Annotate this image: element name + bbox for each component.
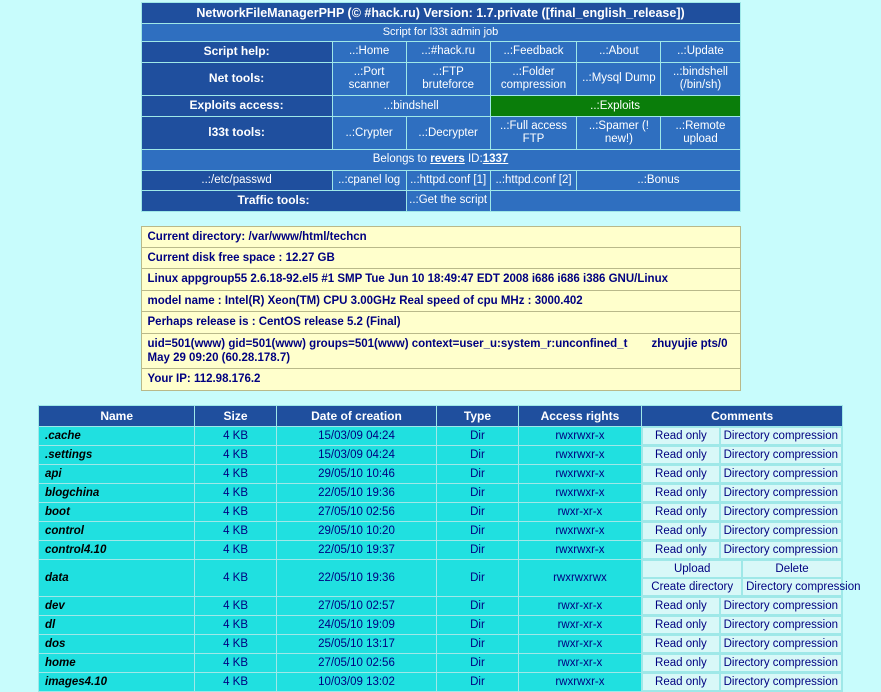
file-date: 27/05/10 02:57 [276,596,437,615]
file-date: 15/03/09 04:24 [276,426,437,445]
file-name[interactable]: .cache [39,426,195,445]
table-row [39,615,843,634]
file-date: 27/05/10 02:56 [276,502,437,521]
file-name[interactable]: images4.10 [39,672,195,691]
column-header-comments: Comments [642,405,843,426]
file-size: 4 KB [195,596,276,615]
menu-item-home[interactable]: ..:Home [332,42,406,63]
row-label-script-help: Script help: [141,42,332,63]
info-row-kernel [141,269,740,290]
file-action-group [642,484,842,502]
menu-row-l33t-tools [141,117,740,150]
file-type: Dir [437,653,518,672]
belongs-user: revers [430,153,465,166]
table-row [39,559,843,596]
file-rights: rwxrwxr-x [518,445,642,464]
file-size: 4 KB [195,559,276,596]
os-release [141,312,740,333]
menu-item-spamer[interactable]: ..:Spamer (! new!) [577,117,661,150]
file-date: 29/05/10 10:46 [276,464,437,483]
menu-item-httpd-conf-2[interactable]: ..:httpd.conf [2] [490,170,577,190]
table-row [39,502,843,521]
row-label-traffic-tools: Traffic tools: [141,190,406,211]
server-info-table [141,226,741,391]
menu-item-get-the-script[interactable]: ..:Get the script [406,190,490,211]
menu-row-passwd [141,170,740,190]
action-read-only[interactable]: Read only [642,541,719,559]
file-date: 22/05/10 19:36 [276,483,437,502]
file-rights: rwxrwxrwx [518,559,642,596]
menu-item-update[interactable]: ..:Update [661,42,740,63]
file-size: 4 KB [195,521,276,540]
file-type: Dir [437,672,518,691]
action-directory-compression[interactable]: Directory compression [720,484,842,502]
menu-item-decrypter[interactable]: ..:Decrypter [406,117,490,150]
menu-item-bindshell[interactable]: ..:bindshell [332,96,490,117]
file-action-group [642,673,842,691]
table-row [39,540,843,559]
file-type: Dir [437,615,518,634]
file-name[interactable]: data [39,559,195,596]
action-read-only[interactable]: Read only [642,484,719,502]
action-directory-compression[interactable]: Directory compression [720,446,842,464]
file-rights: rwxr-xr-x [518,502,642,521]
column-header-rights[interactable]: Access rights [518,405,642,426]
file-name[interactable]: dev [39,596,195,615]
your-ip-label: Your IP: [147,373,194,386]
file-rights: rwxr-xr-x [518,634,642,653]
os-release-label: Perhaps release is : [147,316,259,329]
menu-item-folder-compression[interactable]: ..:Folder compression [490,62,577,95]
file-size: 4 KB [195,445,276,464]
file-rights: rwxrwxr-x [518,483,642,502]
table-row [39,596,843,615]
info-row-current-directory [141,226,740,247]
menu-item-feedback[interactable]: ..:Feedback [490,42,577,63]
file-action-group [642,560,861,596]
top-menu-panel [141,0,741,212]
action-read-only[interactable]: Read only [642,673,719,691]
file-rights: rwxrwxr-x [518,521,642,540]
file-type: Dir [437,634,518,653]
your-ip [141,369,740,390]
file-size: 4 KB [195,653,276,672]
action-directory-compression[interactable]: Directory compression [720,427,842,445]
menu-row-net-tools [141,62,740,95]
file-date: 25/05/10 13:17 [276,634,437,653]
file-name[interactable]: boot [39,502,195,521]
menu-item-port-scanner[interactable]: ..:Port scanner [332,62,406,95]
file-action-group [642,503,842,521]
file-date: 29/05/10 10:20 [276,521,437,540]
file-size: 4 KB [195,502,276,521]
file-name[interactable]: dl [39,615,195,634]
row-label-net-tools: Net tools: [141,62,332,95]
file-action-group [642,616,842,634]
action-read-only[interactable]: Read only [642,427,719,445]
file-listing-panel [38,405,861,692]
action-directory-compression[interactable]: Directory compression [720,616,842,634]
menu-item-hackru[interactable]: ..:#hack.ru [406,42,490,63]
disk-free-value: 12.27 GB [285,252,335,265]
file-action-group [642,541,842,559]
action-directory-compression[interactable]: Directory compression [720,522,842,540]
file-type: Dir [437,483,518,502]
action-delete[interactable]: Delete [742,560,842,578]
action-read-only[interactable]: Read only [642,446,719,464]
table-row [39,672,843,691]
menu-title-row [141,3,740,24]
action-directory-compression[interactable]: Directory compression [720,503,842,521]
current-directory-label: Current directory: [147,230,249,243]
action-directory-compression[interactable]: Directory compression [742,578,842,596]
file-type: Dir [437,445,518,464]
file-actions [642,615,843,634]
action-directory-compression[interactable]: Directory compression [720,465,842,483]
file-date: 22/05/10 19:37 [276,540,437,559]
file-rights: rwxr-xr-x [518,615,642,634]
file-size: 4 KB [195,615,276,634]
menu-row-script-help [141,42,740,63]
file-actions [642,596,843,615]
app-title-text: NetworkFileManagerPHP (© #hack.ru) Version: [196,6,477,20]
column-header-name[interactable]: Name [39,405,195,426]
action-create-directory[interactable]: Create directory [642,578,742,596]
file-rights: rwxrwxr-x [518,672,642,691]
file-rights: rwxr-xr-x [518,653,642,672]
uid-line-2: May 29 09:20 (60.28.178.7) [147,351,291,364]
action-read-only[interactable]: Read only [642,465,719,483]
action-directory-compression[interactable]: Directory compression [720,635,842,653]
menu-item-etc-passwd[interactable]: ..:/etc/passwd [141,170,332,190]
table-row [39,445,843,464]
action-read-only[interactable]: Read only [642,522,719,540]
file-name[interactable]: control4.10 [39,540,195,559]
file-actions [642,426,843,445]
menu-item-bonus[interactable]: ..:Bonus [577,170,740,190]
info-row-your-ip [141,369,740,390]
uid-info [141,333,740,369]
file-type: Dir [437,426,518,445]
row-label-l33t-tools: l33t tools: [141,117,332,150]
info-row-uid [141,333,740,369]
menu-item-remote-upload[interactable]: ..:Remote upload [661,117,740,150]
file-actions [642,540,843,559]
current-directory [141,226,740,247]
file-action-group [642,427,842,445]
file-type: Dir [437,521,518,540]
app-version: 1.7.private ([final_english_release]) [476,6,685,20]
file-size: 4 KB [195,426,276,445]
menu-row-traffic-tools [141,190,740,211]
belongs-to [141,150,740,170]
menu-item-mysql-dump[interactable]: ..:Mysql Dump [577,62,661,95]
server-info-panel [141,226,741,391]
current-directory-value: /var/www/html/techcn [248,230,367,243]
column-header-type[interactable]: Type [437,405,518,426]
info-row-disk-free [141,248,740,269]
table-row [39,521,843,540]
file-rights: rwxrwxr-x [518,540,642,559]
action-directory-compression[interactable]: Directory compression [720,597,842,615]
table-row [39,464,843,483]
file-listing-table [38,405,861,692]
uid-session: zhuyujie pts/0 [651,337,728,350]
file-type: Dir [437,540,518,559]
file-type: Dir [437,464,518,483]
file-date: 22/05/10 19:36 [276,559,437,596]
belongs-prefix: Belongs to [372,153,431,166]
file-actions [642,483,843,502]
table-row [39,653,843,672]
action-read-only[interactable]: Read only [642,616,719,634]
belongs-id-label: ID: [464,153,483,166]
file-name[interactable]: .settings [39,445,195,464]
menu-item-ftp-bruteforce[interactable]: ..:FTP bruteforce [406,62,490,95]
file-actions [642,445,843,464]
file-size: 4 KB [195,464,276,483]
disk-free-label: Current disk free space : [147,252,286,265]
file-name[interactable]: blogchina [39,483,195,502]
menu-item-full-access-ftp[interactable]: ..:Full access FTP [490,117,577,150]
file-type: Dir [437,596,518,615]
file-actions [642,521,843,540]
menu-row-belongs [141,150,740,170]
file-size: 4 KB [195,672,276,691]
action-upload[interactable]: Upload [642,560,742,578]
file-actions [642,653,843,672]
file-date: 10/03/09 13:02 [276,672,437,691]
file-date: 15/03/09 04:24 [276,445,437,464]
file-date: 27/05/10 02:56 [276,653,437,672]
table-row [39,483,843,502]
file-rights: rwxrwxr-x [518,464,642,483]
file-action-group [642,654,842,672]
column-header-size[interactable]: Size [195,405,276,426]
file-table-body [39,426,861,691]
menu-item-exploits[interactable]: ..:Exploits [490,96,740,117]
file-actions [642,502,843,521]
disk-free-space [141,248,740,269]
action-directory-compression[interactable]: Directory compression [720,654,842,672]
file-type: Dir [437,559,518,596]
file-rights: rwxr-xr-x [518,596,642,615]
file-action-group [642,446,842,464]
menu-item-httpd-conf-1[interactable]: ..:httpd.conf [1] [406,170,490,190]
menu-table [141,2,741,212]
menu-subtitle-row [141,24,740,42]
cpu-info: model name : Intel(R) Xeon(TM) CPU 3.00GHz Real speed of cpu MHz : 3000.402 [141,290,740,311]
info-row-release [141,312,740,333]
menu-item-crypter[interactable]: ..:Crypter [332,117,406,150]
row-label-exploits-access: Exploits access: [141,96,332,117]
action-read-only[interactable]: Read only [642,654,719,672]
file-name[interactable]: api [39,464,195,483]
file-type: Dir [437,502,518,521]
file-actions [642,672,843,691]
table-row [39,426,843,445]
menu-traffic-empty [490,190,740,211]
uid-line-1: uid=501(www) gid=501(www) groups=501(www) context=user_u:system_r:unconfined_t [147,337,628,350]
menu-item-bindshell-binsh[interactable]: ..:bindshell (/bin/sh) [661,62,740,95]
menu-item-cpanel-log[interactable]: ..:cpanel log [332,170,406,190]
your-ip-value: 112.98.176.2 [193,373,261,386]
info-row-cpu [141,290,740,311]
file-size: 4 KB [195,483,276,502]
file-name[interactable]: home [39,653,195,672]
action-read-only[interactable]: Read only [642,597,719,615]
menu-row-exploits-access [141,96,740,117]
file-date: 24/05/10 19:09 [276,615,437,634]
file-actions [642,634,843,653]
file-action-group [642,522,842,540]
file-table-header-row [39,405,843,426]
file-name[interactable]: dos [39,634,195,653]
app-title [141,3,740,24]
belongs-id: 1337 [482,153,509,166]
file-action-group [642,635,842,653]
file-rights: rwxrwxr-x [518,426,642,445]
file-action-group [642,597,842,615]
kernel-version: Linux appgroup55 2.6.18-92.el5 #1 SMP Tue Jun 10 18:49:47 EDT 2008 i686 i686 i386 GNU/Linux [141,269,740,290]
file-size: 4 KB [195,634,276,653]
file-actions [642,464,843,483]
file-actions [642,559,861,596]
table-row [39,634,843,653]
action-directory-compression[interactable]: Directory compression [720,673,842,691]
file-size: 4 KB [195,540,276,559]
app-subtitle: Script for l33t admin job [141,24,740,42]
action-read-only[interactable]: Read only [642,503,719,521]
menu-item-about[interactable]: ..:About [577,42,661,63]
file-name[interactable]: control [39,521,195,540]
action-directory-compression[interactable]: Directory compression [720,541,842,559]
os-release-value: CentOS release 5.2 (Final) [258,316,401,329]
file-action-group [642,465,842,483]
action-read-only[interactable]: Read only [642,635,719,653]
column-header-date[interactable]: Date of creation [276,405,437,426]
